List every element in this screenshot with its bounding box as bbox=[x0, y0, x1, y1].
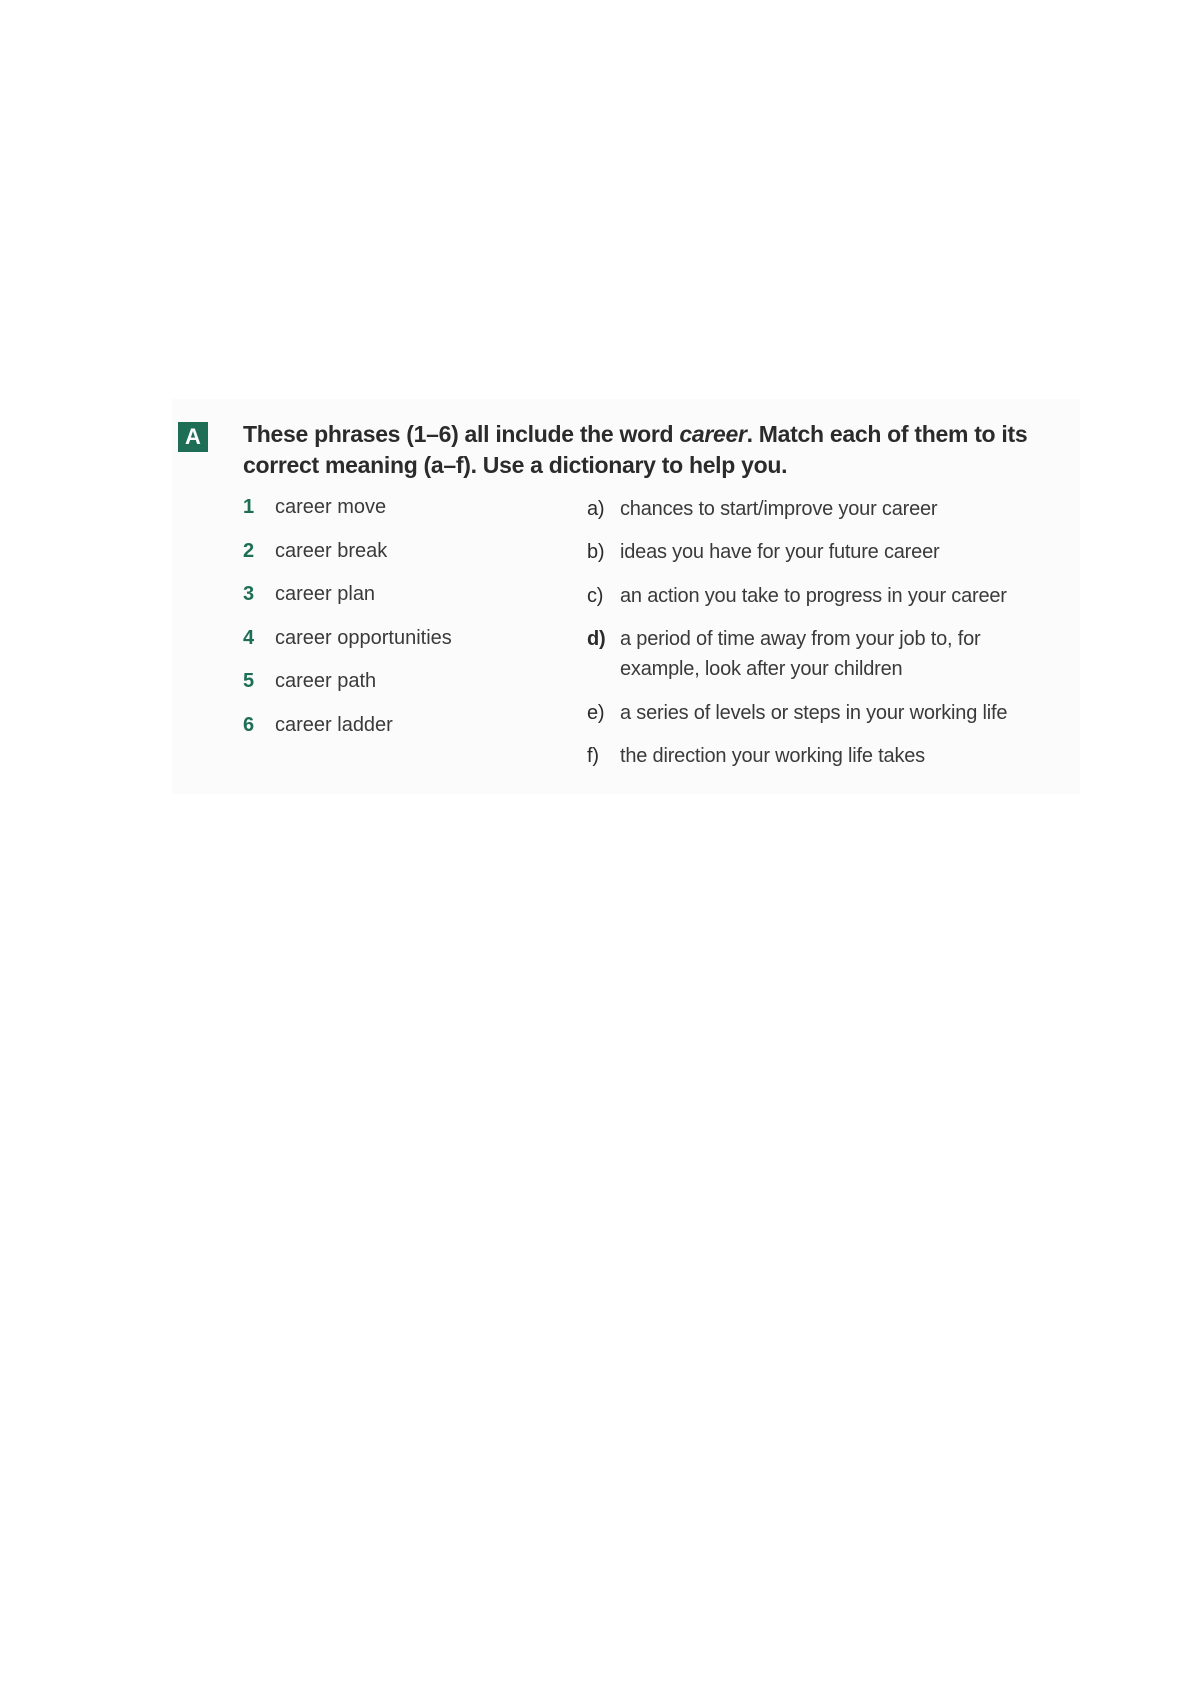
phrase-item bbox=[243, 581, 573, 625]
phrase-text: career move bbox=[275, 496, 387, 518]
meaning-item bbox=[587, 698, 1057, 728]
meaning-letter: b) bbox=[587, 541, 605, 563]
meaning-text: a period of time away from your job to, for example, look after your children bbox=[620, 628, 981, 680]
meaning-item bbox=[587, 624, 1057, 684]
phrase-item bbox=[243, 625, 573, 669]
exercise-instruction bbox=[243, 419, 1043, 481]
phrase-text: career ladder bbox=[275, 713, 393, 736]
meaning-text: an action you take to progress in your career bbox=[620, 584, 1007, 607]
instruction-after: . Match each of them to its correct meaning (a–f). Use a dictionary to help you. bbox=[243, 421, 1028, 478]
meaning-letter: a) bbox=[587, 498, 605, 520]
phrase-number: 2 bbox=[243, 539, 255, 562]
phrase-item bbox=[243, 494, 573, 538]
meaning-item bbox=[587, 494, 1057, 524]
phrase-number: 6 bbox=[243, 713, 255, 736]
meaning-item bbox=[587, 741, 1057, 771]
exercise-a bbox=[172, 399, 1080, 794]
phrase-number: 5 bbox=[243, 670, 255, 692]
meaning-letter: c) bbox=[587, 584, 604, 607]
phrase-item bbox=[243, 712, 573, 756]
phrase-text: career path bbox=[275, 670, 377, 692]
meaning-text: the direction your working life takes bbox=[620, 745, 925, 767]
meaning-letter: f) bbox=[587, 745, 599, 767]
meaning-text: a series of levels or steps in your working life bbox=[620, 701, 1008, 724]
meaning-item bbox=[587, 581, 1057, 611]
phrase-list bbox=[243, 494, 573, 755]
phrase-text: career plan bbox=[275, 583, 376, 605]
instruction-before: These phrases (1–6) all include the word bbox=[243, 421, 680, 447]
phrase-item bbox=[243, 668, 573, 712]
phrase-text: career opportunities bbox=[275, 626, 452, 649]
instruction-emphasis: career bbox=[679, 421, 747, 447]
phrase-text: career break bbox=[275, 539, 388, 562]
meaning-letter: e) bbox=[587, 701, 605, 724]
meaning-item bbox=[587, 537, 1057, 567]
meaning-text: chances to start/improve your career bbox=[620, 498, 938, 520]
meaning-letter: d) bbox=[587, 628, 606, 650]
meaning-text: ideas you have for your future career bbox=[620, 541, 940, 563]
meaning-list bbox=[587, 494, 1057, 785]
exercise-badge: A bbox=[178, 422, 208, 452]
phrase-item bbox=[243, 538, 573, 582]
phrase-number: 4 bbox=[243, 626, 255, 649]
phrase-number: 1 bbox=[243, 496, 255, 518]
phrase-number: 3 bbox=[243, 583, 255, 605]
